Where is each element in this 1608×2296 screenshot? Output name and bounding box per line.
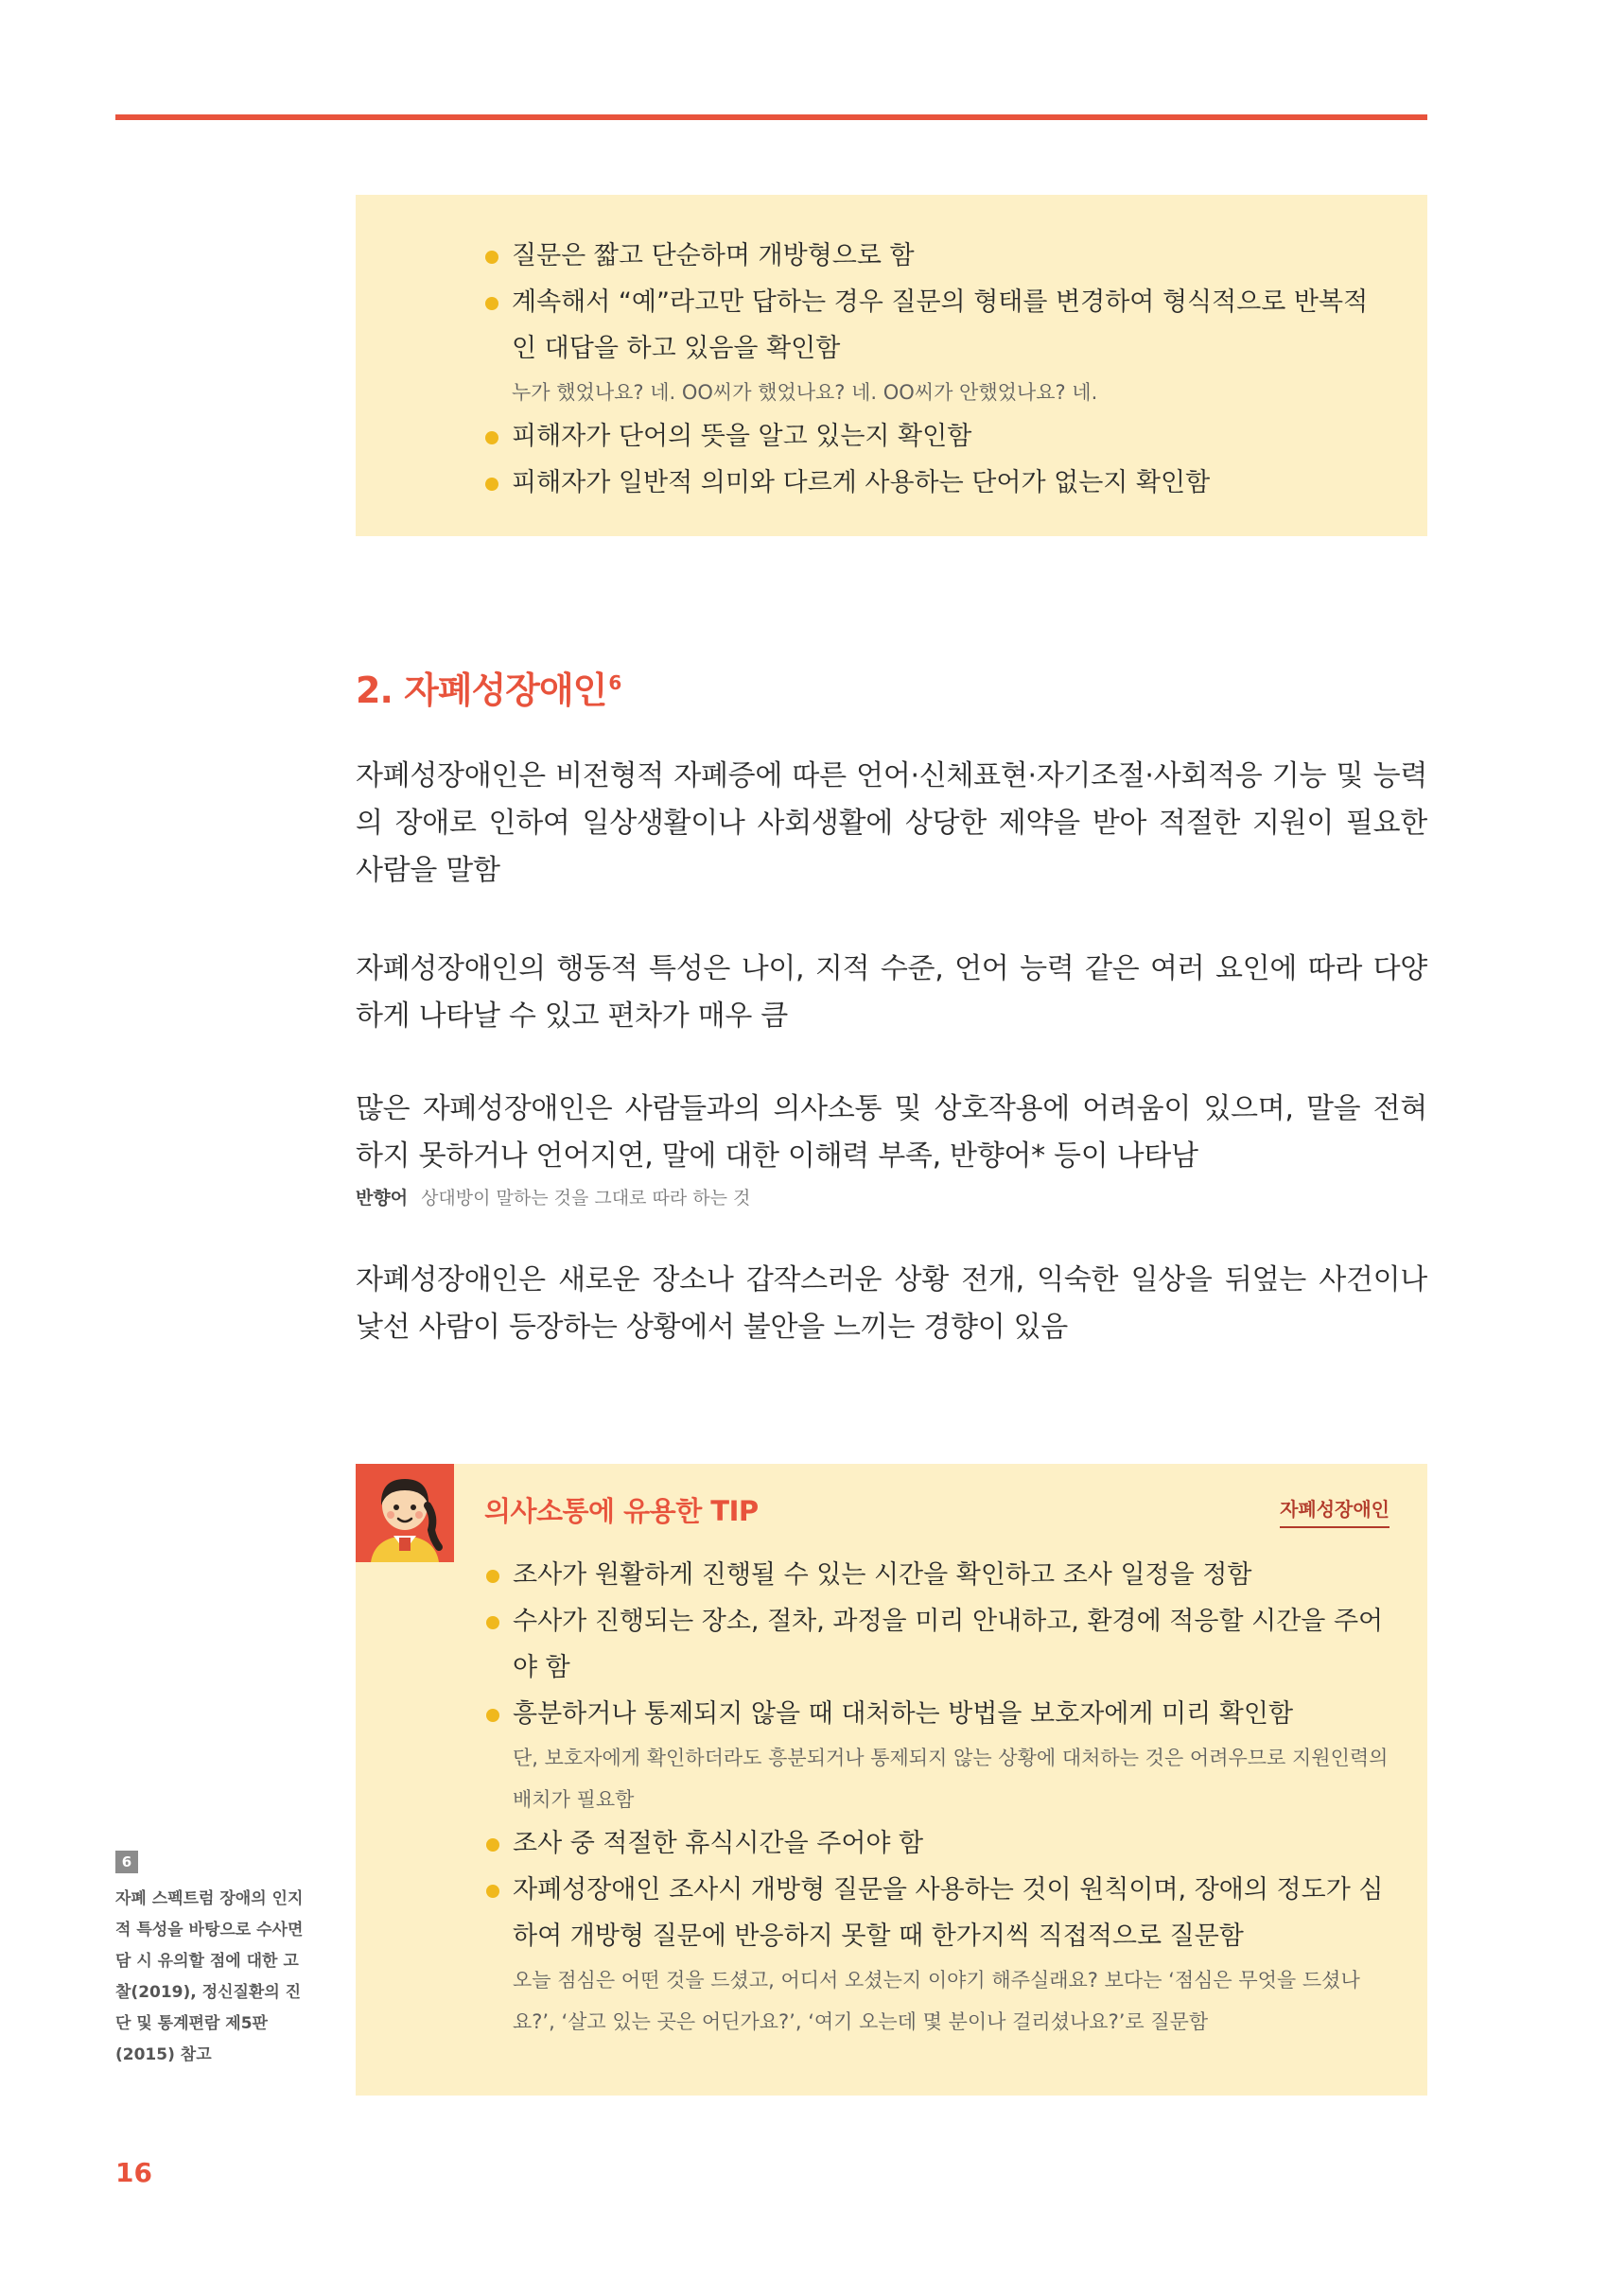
section-title: 2. 자폐성장애인 $^6$: [356, 670, 621, 711]
top-rule: [115, 114, 1427, 120]
tip-list: [486, 1552, 1391, 2043]
guideline-box: [356, 195, 1427, 536]
glossary-term: 반향어: [356, 1188, 409, 1209]
tip-tag: 자폐성장애인: [1280, 1494, 1390, 1528]
list-item: 수사가 진행되는 장소, 절차, 과정을 미리 안내하고, 환경에 적응할 시간을 주어야 함: [486, 1598, 1391, 1691]
guideline-list: [485, 233, 1427, 506]
list-item: 피해자가 일반적 의미와 다르게 사용하는 단어가 없는지 확인함: [485, 460, 1391, 506]
list-item: 질문은 짧고 단순하며 개방형으로 함: [485, 233, 1391, 279]
paragraph: 자폐성장애인은 새로운 장소나 갑작스러운 상황 전개, 익숙한 일상을 뒤엎는 사건이나 낯선 사람이 등장하는 상황에서 불안을 느끼는 경향이 있음: [356, 1263, 1427, 1344]
page-number: 16: [115, 2157, 152, 2188]
list-item: 자폐성장애인 조사시 개방형 질문을 사용하는 것이 원칙이며, 장애의 정도가 심하여 개방형 질문에 반응하지 못할 때 한가지씩 직접적으로 질문함 오늘 점심은 어떤 것을 드셨고, 어디서 오셨는지 이야기 해주실래요? 보다는 ‘점심은 무엇을 드셨나요?’, ‘살고 있는 곳은 어딘가요?’, ‘여기 오는데 몇 분이나 걸리셨나요?’로 질문함: [486, 1867, 1391, 2043]
example-note: 오늘 점심은 어떤 것을 드셨고, 어디서 오셨는지 이야기 해주실래요? 보다는 ‘점심은 무엇을 드셨나요?’, ‘살고 있는 곳은 어딘가요?’, ‘여기 오는데 몇 분이나 걸리셨나요?’로 질문함: [513, 1969, 1360, 2033]
example-note: 누가 했었나요? 네. OO씨가 했었나요? 네. OO씨가 안했었나요? 네.: [512, 381, 1098, 404]
paragraph: 많은 자폐성장애인은 사람들과의 의사소통 및 상호작용에 어려움이 있으며, 말을 전혀 하지 못하거나 언어지연, 말에 대한 이해력 부족, 반향어* 등이 나타남: [356, 1092, 1427, 1173]
list-item: 조사가 원활하게 진행될 수 있는 시간을 확인하고 조사 일정을 정함: [486, 1552, 1391, 1598]
paragraph: 자폐성장애인은 비전형적 자폐증에 따른 언어·신체표현·자기조절·사회적응 기능 및 능력의 장애로 인하여 일상생활이나 사회생활에 상당한 제약을 받아 적절한 지원이 필요한 사람을 말함: [356, 759, 1427, 887]
list-item: 흥분하거나 통제되지 않을 때 대처하는 방법을 보호자에게 미리 확인함 단, 보호자에게 확인하더라도 흥분되거나 통제되지 않는 상황에 대처하는 것은 어려우므로 지원인력의 배치가 필요함: [486, 1691, 1391, 1820]
example-note: 단, 보호자에게 확인하더라도 흥분되거나 통제되지 않는 상황에 대처하는 것은 어려우므로 지원인력의 배치가 필요함: [513, 1747, 1389, 1811]
tip-title: 의사소통에 유용한 TIP: [484, 1495, 759, 1527]
paragraph: 자폐성장애인의 행동적 특성은 나이, 지적 수준, 언어 능력 같은 여러 요인에 따라 다양하게 나타날 수 있고 편차가 매우 큼: [356, 952, 1427, 1033]
footnote-number: 6: [115, 1851, 138, 1873]
tip-box: [356, 1464, 1427, 2096]
glossary-note: [356, 1184, 750, 1209]
glossary-definition: 상대방이 말하는 것을 그대로 따라 하는 것: [421, 1188, 751, 1209]
footnote-text: 자폐 스펙트럼 장애의 인지적 특성을 바탕으로 수사면담 시 유의할 점에 대한 고찰(2019), 정신질환의 진단 및 통계편람 제5판(2015) 참고: [115, 1889, 304, 2064]
list-item: 조사 중 적절한 휴식시간을 주어야 함: [486, 1820, 1391, 1867]
character-avatar-icon: [356, 1464, 454, 1562]
list-item: 계속해서 “예”라고만 답하는 경우 질문의 형태를 변경하여 형식적으로 반복적인 대답을 하고 있음을 확인함 누가 했었나요? 네. OO씨가 했었나요? 네. OO씨가 안했었나요? 네.: [485, 279, 1391, 413]
footnote-ref[interactable]: 6: [608, 671, 621, 695]
list-item: 피해자가 단어의 뜻을 알고 있는지 확인함: [485, 413, 1391, 460]
